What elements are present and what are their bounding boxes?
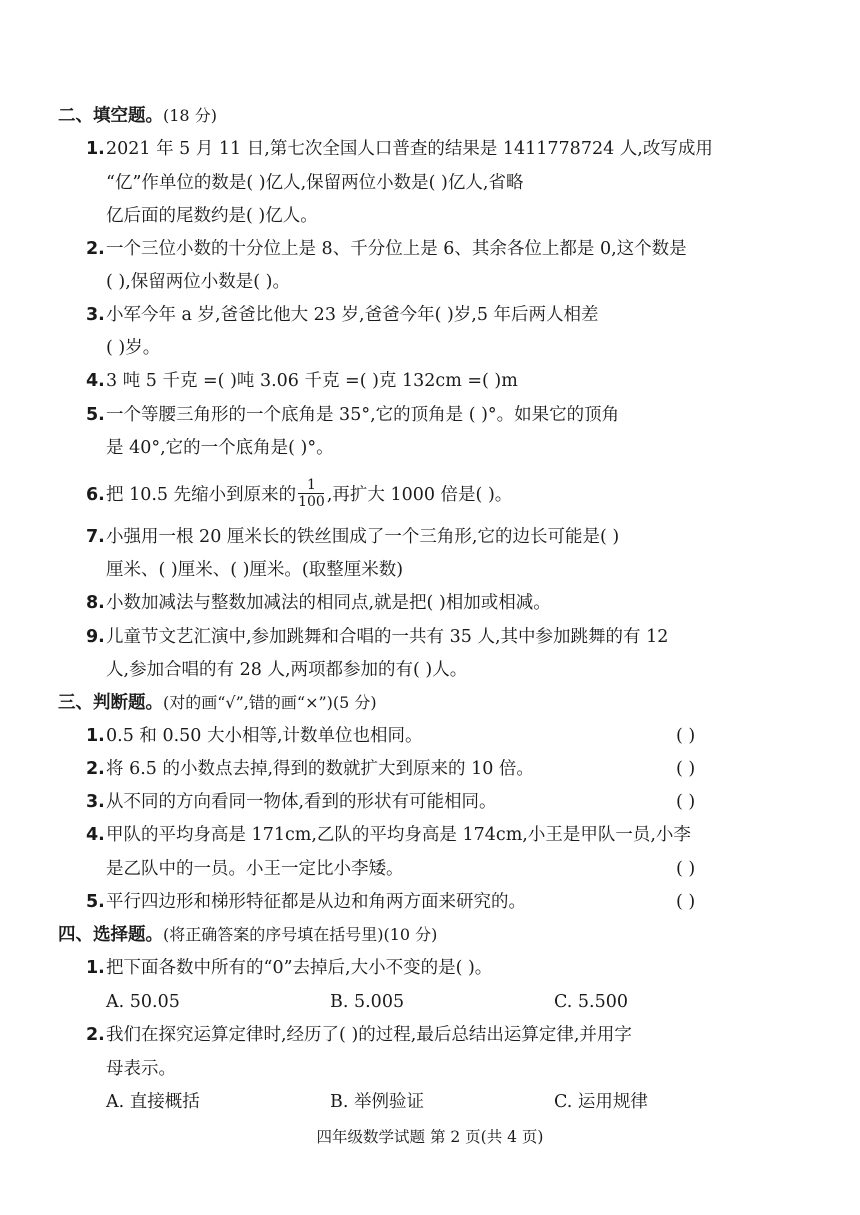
fill-question-1-line-2: “亿”作单位的数是( )亿人,保留两位小数是( )亿人,省略 xyxy=(106,173,524,193)
fill-question-7: 7.小强用一根 20 厘米长的铁丝围成了一个三角形,它的边长可能是( ) xyxy=(86,527,620,547)
fill-question-3: 3.小军今年 a 岁,爸爸比他大 23 岁,爸爸今年( )岁,5 年后两人相差 xyxy=(86,305,599,325)
fill-question-4: 4.3 吨 5 千克 =( )吨 3.06 千克 =( )克 132cm =( )m xyxy=(86,371,518,391)
answer-blank[interactable]: ( ) xyxy=(676,759,696,779)
section-title: 三、判断题。 xyxy=(58,693,163,713)
judge-question-1: 1.0.5 和 0.50 大小相等,计数单位也相同。 xyxy=(86,726,423,746)
fill-question-2-line-2: ( ),保留两位小数是( )。 xyxy=(106,272,290,292)
section-note: (18 分) xyxy=(163,106,217,125)
answer-blank[interactable]: ( ) xyxy=(676,859,696,879)
section-note: (将正确答案的序号填在括号里)(10 分) xyxy=(163,925,438,944)
choice-question-2: 2.我们在探究运算定律时,经历了( )的过程,最后总结出运算定律,并用字 xyxy=(86,1025,632,1045)
fill-question-1: 1.2021 年 5 月 11 日,第七次全国人口普查的结果是 1411778724 人,改写成用 xyxy=(86,139,713,159)
choice-option-a[interactable]: A. 直接概括 xyxy=(106,1092,200,1112)
choice-option-b[interactable]: B. 举例验证 xyxy=(330,1092,424,1112)
section-title: 四、选择题。 xyxy=(58,925,163,945)
page-footer: 四年级数学试题 第 2 页(共 4 页) xyxy=(316,1128,544,1146)
section-heading-judge xyxy=(58,691,377,715)
judge-question-5: 5.平行四边形和梯形特征都是从边和角两方面来研究的。 xyxy=(86,892,526,912)
fill-question-5-line-2: 是 40°,它的一个底角是( )°。 xyxy=(106,438,334,458)
fill-question-6: 6.把 10.5 先缩小到原来的 $\frac{1}{100}$ ,再扩大 1000 倍是( )。 xyxy=(86,477,513,510)
section-note: (对的画“√”,错的画“×”)(5 分) xyxy=(163,693,377,712)
answer-blank[interactable]: ( ) xyxy=(676,792,696,812)
choice-option-b[interactable]: B. 5.005 xyxy=(330,992,405,1012)
choice-question-2-line-2: 母表示。 xyxy=(106,1059,176,1079)
choice-option-c[interactable]: C. 5.500 xyxy=(554,992,628,1012)
fill-question-2: 2.一个三位小数的十分位上是 8、千分位上是 6、其余各位上都是 0,这个数是 xyxy=(86,239,687,259)
judge-question-4-line-2: 是乙队中的一员。小王一定比小李矮。 xyxy=(106,859,404,879)
choice-question-1: 1.把下面各数中所有的“0”去掉后,大小不变的是( )。 xyxy=(86,958,493,978)
fill-question-8: 8.小数加减法与整数加减法的相同点,就是把( )相加或相减。 xyxy=(86,593,551,613)
fill-question-9: 9.儿童节文艺汇演中,参加跳舞和合唱的一共有 35 人,其中参加跳舞的有 12 xyxy=(86,627,669,647)
judge-question-3: 3.从不同的方向看同一物体,看到的形状有可能相同。 xyxy=(86,792,497,812)
fill-question-9-line-2: 人,参加合唱的有 28 人,两项都参加的有( )人。 xyxy=(106,660,468,680)
answer-blank[interactable]: ( ) xyxy=(676,726,696,746)
fraction: $\frac{1}{100}$ xyxy=(298,477,325,510)
section-title: 二、填空题。 xyxy=(58,106,163,126)
answer-blank[interactable]: ( ) xyxy=(676,892,696,912)
section-heading-choice xyxy=(58,923,437,947)
section-heading-fill xyxy=(58,104,217,128)
choice-option-c[interactable]: C. 运用规律 xyxy=(554,1092,648,1112)
choice-option-a[interactable]: A. 50.05 xyxy=(106,992,180,1012)
fill-question-1-line-3: 亿后面的尾数约是( )亿人。 xyxy=(106,206,318,226)
judge-question-2: 2.将 6.5 的小数点去掉,得到的数就扩大到原来的 10 倍。 xyxy=(86,759,534,779)
fill-question-7-line-2: 厘米、( )厘米、( )厘米。(取整厘米数) xyxy=(106,560,404,580)
fill-question-5: 5.一个等腰三角形的一个底角是 35°,它的顶角是 ( )°。如果它的顶角 xyxy=(86,405,620,425)
judge-question-4: 4.甲队的平均身高是 171cm,乙队的平均身高是 174cm,小王是甲队一员,小李 xyxy=(86,825,691,845)
fill-question-3-line-2: ( )岁。 xyxy=(106,338,161,358)
